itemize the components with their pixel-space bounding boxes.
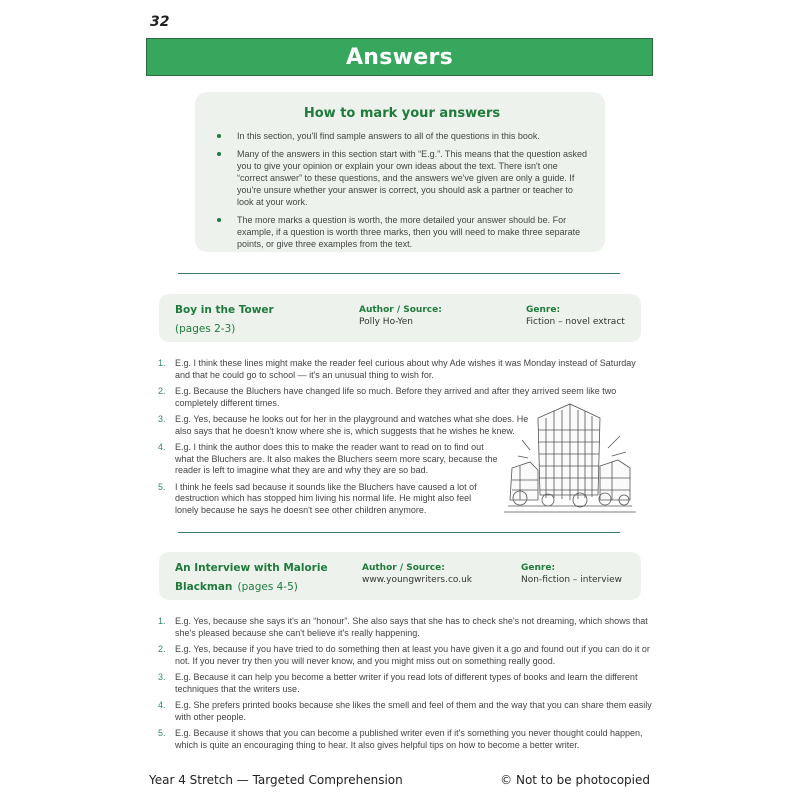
author-column — [359, 304, 442, 329]
answer-number: 1. — [158, 358, 166, 368]
answer-item — [158, 442, 505, 477]
title-bar — [146, 38, 653, 76]
answer-text: E.g. Yes, because she says it's an “honour”. She also says that she has to check she's not dreaming, which shows that she's pleased because she can't believe it's really happening. — [175, 616, 648, 638]
text-title-column — [175, 562, 328, 594]
genre-value: Fiction – novel extract — [526, 317, 625, 327]
text-pages: (pages 2-3) — [175, 323, 236, 335]
answer-number: 5. — [158, 728, 166, 738]
answer-text: E.g. Because it can help you become a better writer if you read lots of different types of books and learn the different techniques that the writers use. — [175, 672, 638, 694]
marking-heading: How to mark your answers — [303, 106, 501, 121]
answer-text: E.g. Because the Bluchers have changed life so much. Before they arrived and after they arrived seem like two completely different times. — [175, 386, 617, 408]
answer-text: I think he feels sad because it sounds like the Bluchers have caused a lot of destruction which has stopped him living his normal life. He might also feel lonely because he says he doesn't see other children anymore. — [175, 481, 477, 515]
answer-number: 3. — [158, 672, 166, 682]
genre-label: Genre: — [526, 305, 561, 315]
author-label: Author / Source: — [362, 563, 445, 573]
text-title-line2: Blackman — [175, 581, 233, 593]
answer-number: 4. — [158, 700, 166, 710]
answer-number: 1. — [158, 616, 166, 626]
answer-number: 2. — [158, 386, 166, 396]
answer-number: 5. — [158, 481, 166, 492]
author-value: www.youngwriters.co.uk — [362, 575, 473, 585]
marking-bullets — [217, 130, 587, 250]
answer-item — [158, 414, 540, 437]
answer-text: E.g. She prefers printed books because she likes the smell and feel of them and the way that you can share them easily with other people. — [175, 700, 652, 722]
marking-bullet: The more marks a question is worth, the more detailed your answer should be. For example, if a question is worth three marks, then you will need to make three separate points, or give three examples from the text. — [217, 214, 587, 250]
text-title: Boy in the Tower — [175, 304, 274, 316]
answers-list-malorie-blackman — [158, 616, 652, 756]
text-title: An Interview with Malorie — [175, 562, 328, 574]
answer-number: 3. — [158, 414, 166, 424]
author-label: Author / Source: — [359, 305, 442, 315]
answer-number: 4. — [158, 442, 166, 452]
answer-item — [158, 616, 652, 639]
answer-text: E.g. Yes, because he looks out for her in the playground and watches what she does. He also says that he doesn't know where she is, which suggests that he wishes he knew. — [175, 414, 529, 436]
text-pages: (pages 4-5) — [237, 581, 298, 593]
footer-book-title: Year 4 Stretch — Targeted Comprehension — [149, 773, 403, 787]
genre-label: Genre: — [521, 563, 556, 573]
section-divider — [178, 532, 620, 533]
answer-item — [158, 358, 642, 381]
answer-text: E.g. Yes, because if you have tried to do something then at least you have given it a go and found out if you can do it or not. If you never try then you will never know, and you might miss out on something really good. — [175, 644, 650, 666]
answer-item — [158, 482, 491, 517]
genre-column — [526, 304, 625, 329]
page-number: 32 — [150, 14, 170, 30]
genre-column — [521, 562, 622, 587]
page-title: Answers — [345, 44, 454, 70]
bullet-icon — [217, 152, 221, 156]
marking-bullet: In this section, you'll find sample answers to all of the questions in this book. — [217, 130, 587, 142]
text-info-box-boy-in-the-tower — [159, 294, 641, 342]
bullet-icon — [217, 218, 221, 222]
author-column — [362, 562, 472, 587]
answer-item — [158, 672, 652, 695]
text-info-box-malorie-blackman — [159, 552, 641, 600]
footer-copyright: © Not to be photocopied — [500, 773, 650, 787]
marking-instructions-box — [195, 92, 605, 252]
marking-bullet: Many of the answers in this section start with “E.g.”. This means that the question asked you to give your opinion or explain your own ideas about the text. There isn't one “correct answer” to these questions, and the answers we've given are only a guide. If you're unsure whether your answer is correct, you should ask a partner or teacher to look at your work. — [217, 148, 587, 208]
genre-value: Non-fiction – interview — [521, 575, 622, 585]
answer-text: E.g. I think these lines might make the reader feel curious about why Ade wishes it was Monday instead of Saturday and that he could go to school — it's an unusual thing to wish for. — [175, 358, 636, 380]
answer-item — [158, 644, 652, 667]
bullet-icon — [217, 134, 221, 138]
text-title-column — [175, 304, 274, 336]
answer-text: E.g. Because it shows that you can become a published writer even if it's something you never thought could happen, which is quite an encouraging thing to hear. It also gives helpful tips on how to become a better writer. — [175, 728, 643, 750]
answer-number: 2. — [158, 644, 166, 654]
tower-block-illustration — [500, 400, 640, 518]
answer-item — [158, 728, 652, 751]
section-divider — [178, 273, 620, 274]
answer-text: E.g. I think the author does this to make the reader want to read on to find out what the Bluchers are. It also makes the Bluchers seem more scary, because the reader is left to imagine what they are and why they are so bad. — [175, 442, 498, 475]
author-value: Polly Ho-Yen — [359, 317, 413, 327]
answer-item — [158, 700, 652, 723]
